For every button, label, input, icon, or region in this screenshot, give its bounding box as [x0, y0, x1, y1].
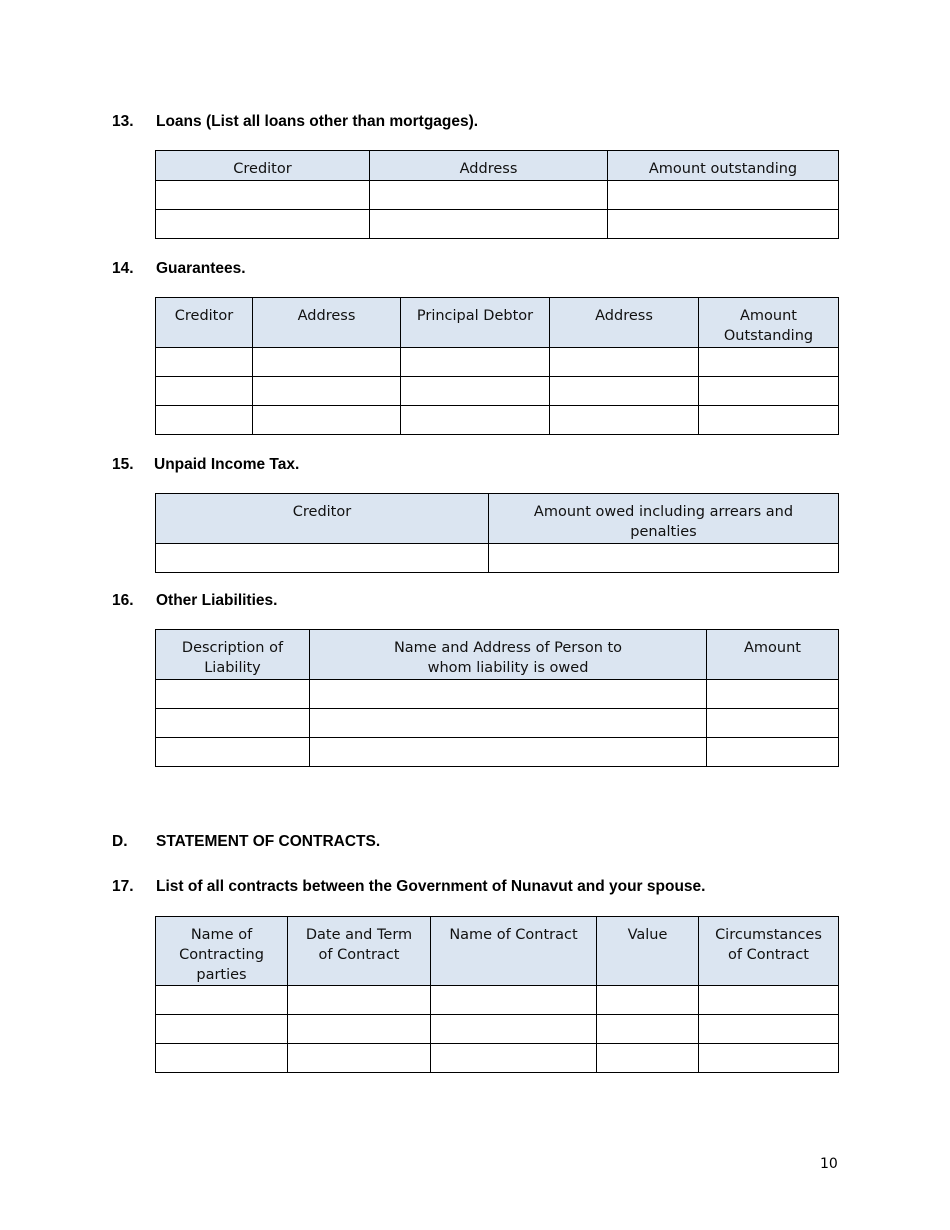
section-number: 13. — [112, 113, 134, 130]
section-title: STATEMENT OF CONTRACTS. — [156, 833, 381, 850]
section-17-heading — [112, 878, 705, 896]
page-number: 10 — [820, 1156, 838, 1172]
table-cell[interactable] — [550, 406, 699, 435]
column-header: Creditor — [156, 494, 489, 544]
other-liabilities-table — [155, 629, 839, 767]
table-row — [156, 986, 839, 1015]
column-header: Description of Liability — [156, 630, 310, 680]
table-row — [156, 709, 839, 738]
table-row — [156, 348, 839, 377]
table-cell[interactable] — [288, 1044, 431, 1073]
guarantees-table — [155, 297, 839, 435]
table-cell[interactable] — [699, 348, 839, 377]
table-row — [156, 738, 839, 767]
column-header: Creditor — [156, 298, 253, 348]
column-header: Principal Debtor — [401, 298, 550, 348]
table-cell[interactable] — [431, 1044, 597, 1073]
section-13-heading — [112, 113, 478, 131]
table-cell[interactable] — [156, 210, 370, 239]
table-cell[interactable] — [707, 738, 839, 767]
table-cell[interactable] — [608, 210, 839, 239]
section-14-heading — [112, 260, 246, 278]
section-title: Guarantees. — [156, 260, 246, 277]
table-row — [156, 377, 839, 406]
table-cell[interactable] — [489, 544, 839, 573]
column-header: Amount — [707, 630, 839, 680]
column-header: Address — [253, 298, 401, 348]
table-cell[interactable] — [699, 1015, 839, 1044]
table-cell[interactable] — [253, 406, 401, 435]
loans-table — [155, 150, 839, 239]
column-header: Amount owed including arrears and penalties — [489, 494, 839, 544]
table-cell[interactable] — [608, 181, 839, 210]
table-cell[interactable] — [253, 377, 401, 406]
table-cell[interactable] — [401, 377, 550, 406]
table-cell[interactable] — [597, 1015, 699, 1044]
table-cell[interactable] — [597, 1044, 699, 1073]
table-cell[interactable] — [156, 1015, 288, 1044]
table-cell[interactable] — [401, 406, 550, 435]
section-number: 15. — [112, 456, 134, 473]
table-cell[interactable] — [156, 406, 253, 435]
section-number: 16. — [112, 592, 134, 609]
table-cell[interactable] — [156, 709, 310, 738]
table-cell[interactable] — [707, 709, 839, 738]
column-header: Name of Contracting parties — [156, 917, 288, 986]
column-header: Circumstances of Contract — [699, 917, 839, 986]
column-header: Name of Contract — [431, 917, 597, 986]
table-row — [156, 680, 839, 709]
table-cell[interactable] — [288, 1015, 431, 1044]
table-cell[interactable] — [699, 377, 839, 406]
table-row — [156, 1044, 839, 1073]
table-cell[interactable] — [310, 709, 707, 738]
column-header: Value — [597, 917, 699, 986]
table-cell[interactable] — [156, 738, 310, 767]
table-cell[interactable] — [597, 986, 699, 1015]
table-cell[interactable] — [431, 1015, 597, 1044]
column-header: Amount Outstanding — [699, 298, 839, 348]
table-cell[interactable] — [288, 986, 431, 1015]
section-16-heading — [112, 592, 277, 610]
column-header: Name and Address of Person to whom liability is owed — [310, 630, 707, 680]
table-cell[interactable] — [156, 680, 310, 709]
section-d-heading — [112, 833, 380, 851]
table-cell[interactable] — [699, 986, 839, 1015]
table-cell[interactable] — [156, 181, 370, 210]
table-cell[interactable] — [156, 348, 253, 377]
table-cell[interactable] — [401, 348, 550, 377]
section-title: Unpaid Income Tax. — [154, 456, 300, 473]
table-row — [156, 210, 839, 239]
table-cell[interactable] — [707, 680, 839, 709]
section-number: 17. — [112, 878, 134, 895]
table-row — [156, 181, 839, 210]
contracts-table — [155, 916, 839, 1073]
table-cell[interactable] — [156, 377, 253, 406]
column-header: Creditor — [156, 151, 370, 181]
column-header: Address — [370, 151, 608, 181]
table-cell[interactable] — [156, 544, 489, 573]
table-row — [156, 406, 839, 435]
table-row — [156, 1015, 839, 1044]
section-number: 14. — [112, 260, 134, 277]
table-cell[interactable] — [310, 680, 707, 709]
section-title: Other Liabilities. — [156, 592, 278, 609]
table-cell[interactable] — [699, 406, 839, 435]
table-cell[interactable] — [370, 181, 608, 210]
table-cell[interactable] — [550, 377, 699, 406]
table-cell[interactable] — [253, 348, 401, 377]
section-title: Loans (List all loans other than mortgages). — [156, 113, 479, 130]
unpaid-income-tax-table — [155, 493, 839, 573]
column-header: Date and Term of Contract — [288, 917, 431, 986]
table-cell[interactable] — [370, 210, 608, 239]
table-cell[interactable] — [156, 1044, 288, 1073]
table-cell[interactable] — [310, 738, 707, 767]
section-15-heading — [112, 456, 299, 474]
section-title: List of all contracts between the Government of Nunavut and your spouse. — [156, 878, 706, 895]
table-cell[interactable] — [550, 348, 699, 377]
table-cell[interactable] — [156, 986, 288, 1015]
column-header: Address — [550, 298, 699, 348]
table-row — [156, 544, 839, 573]
column-header: Amount outstanding — [608, 151, 839, 181]
table-cell[interactable] — [699, 1044, 839, 1073]
section-number: D. — [112, 833, 128, 850]
table-cell[interactable] — [431, 986, 597, 1015]
